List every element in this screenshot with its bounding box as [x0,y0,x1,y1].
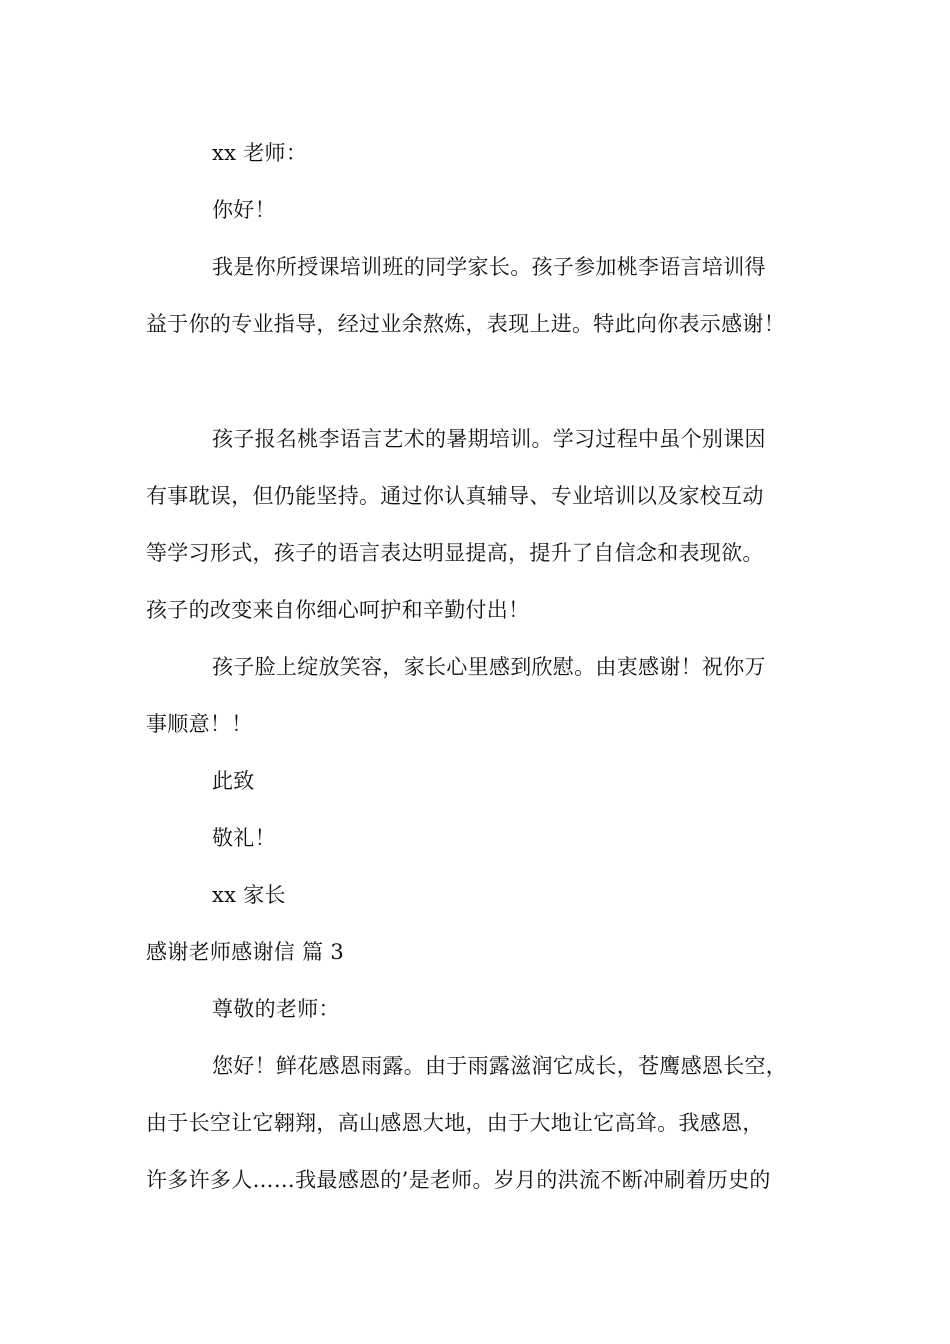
letter1-paragraph2-line4: 孩子的改变来自你细心呵护和辛勤付出！ [146,598,530,622]
letter1-greeting: 你好！ [212,198,276,222]
letter2-paragraph1-line3: 许多许多人……我最感恩的’是老师。岁月的洪流不断冲刷着历史的 [146,1168,771,1192]
letter1-paragraph3-line2: 事顺意！！ [146,712,253,736]
letter1-closing1: 此致 [212,769,255,793]
letter1-paragraph2-line3: 等学习形式，孩子的语言表达明显提高，提升了自信念和表现欲。 [146,541,764,565]
letter1-salutation: xx 老师： [212,141,308,165]
letter1-signature: xx 家长 [212,883,286,907]
letter1-paragraph3-line1: 孩子脸上绽放笑容，家长心里感到欣慰。由衷感谢！祝你万 [212,655,766,679]
letter2-paragraph1-line2: 由于长空让它翱翔，高山感恩大地，由于大地让它高耸。我感恩， [146,1111,764,1135]
letter1-closing2: 敬礼！ [212,826,276,850]
letter1-paragraph1-line2: 益于你的专业指导，经过业余熬炼，表现上进。特此向你表示感谢！ [146,312,785,336]
letter1-paragraph1-line1: 我是你所授课培训班的同学家长。孩子参加桃李语言培训得 [212,255,766,279]
letter1-paragraph2-line1: 孩子报名桃李语言艺术的暑期培训。学习过程中虽个别课因 [212,427,766,451]
letter2-salutation: 尊敬的老师： [212,997,340,1021]
section-heading: 感谢老师感谢信 篇 3 [146,940,345,964]
letter2-paragraph1-line1: 您好！鲜花感恩雨露。由于雨露滋润它成长，苍鹰感恩长空， [212,1054,788,1078]
letter1-paragraph2-line2: 有事耽误，但仍能坚持。通过你认真辅导、专业培训以及家校互动 [146,484,764,508]
